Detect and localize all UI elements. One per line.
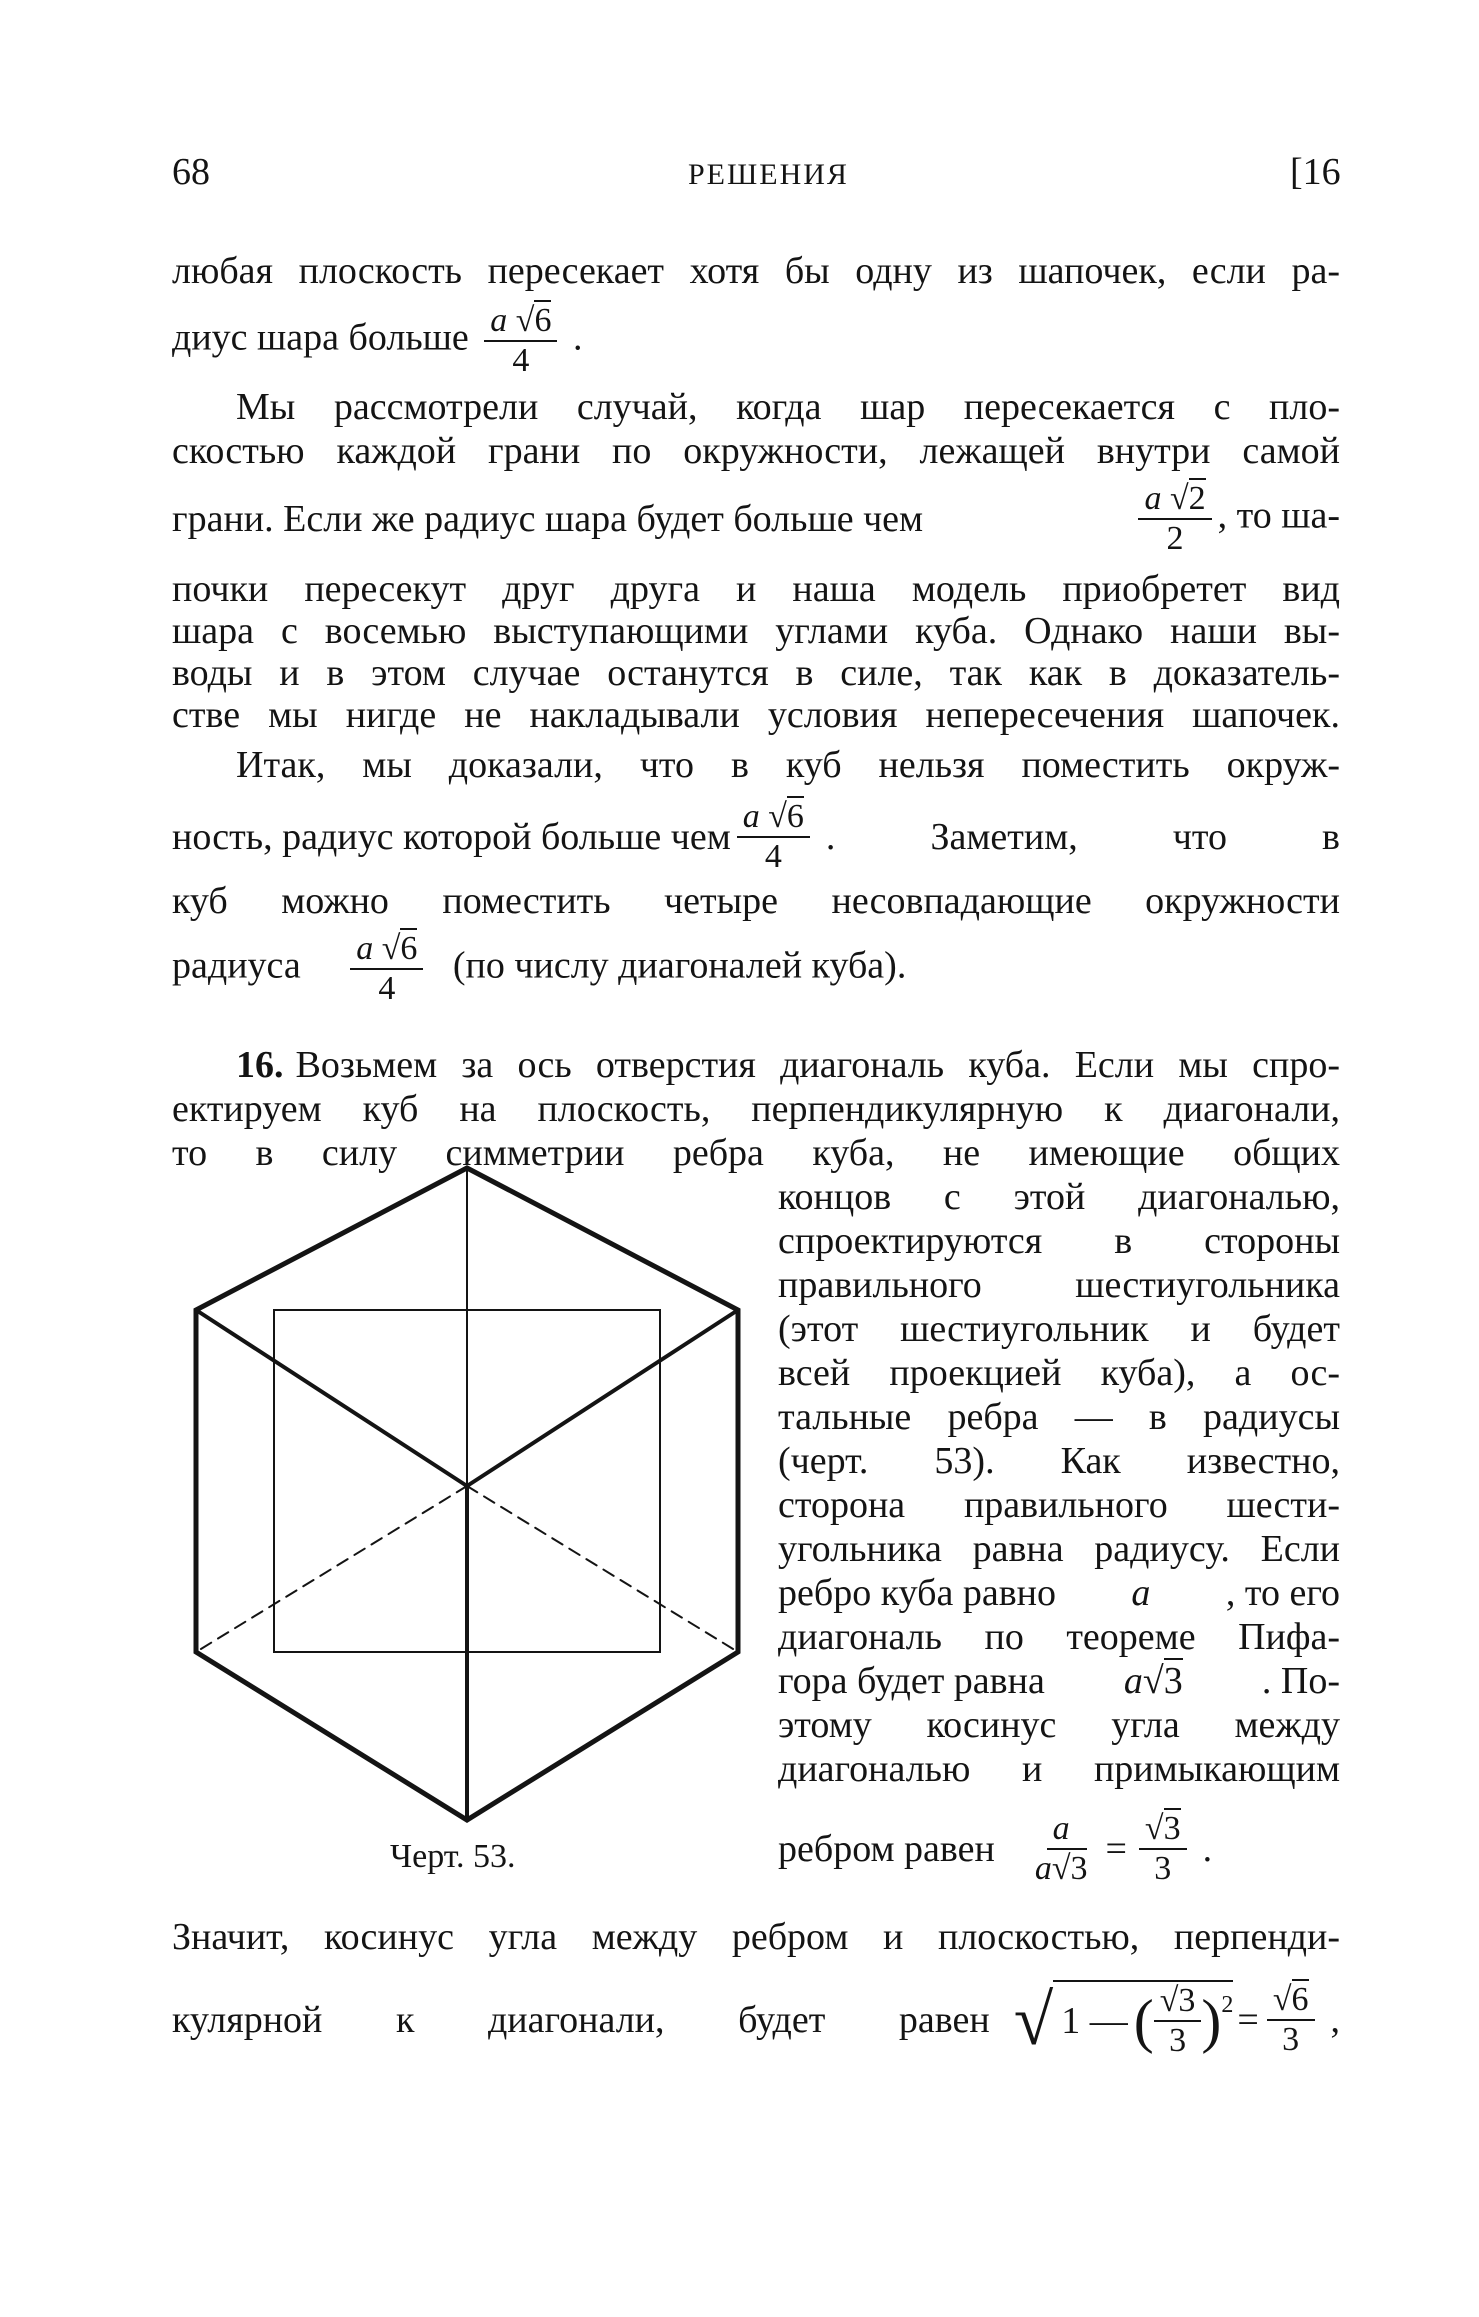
text-line: этому косинус угла между	[778, 1704, 1340, 1746]
text-line: угольника равна радиусу. Если	[778, 1528, 1340, 1570]
text-line: шара с восемью выступающими углами куба. Однако наши вы-	[172, 610, 1340, 652]
text-line: ребро куба равно a , то его	[778, 1572, 1340, 1614]
page-number: 68	[172, 151, 210, 193]
text-line: Значит, косинус угла между ребром и плоскостью, перпенди-	[172, 1916, 1340, 1958]
text-line: ектируем куб на плоскость, перпендикулярную к диагонали,	[172, 1088, 1340, 1130]
cube-projection-figure	[180, 1160, 760, 1840]
text-line: Итак, мы доказали, что в куб нельзя поместить окруж-	[236, 744, 1340, 786]
fraction-a-sqrt6-over-4: $\frac{a √6}{4}$	[737, 798, 810, 876]
text-line: тальные ребра — в радиусы	[778, 1396, 1340, 1438]
text-line: почки пересекут друг друга и наша модель приобретет вид	[172, 568, 1340, 610]
text-line: любая плоскость пересекает хотя бы одну из шапочек, если ра-	[172, 250, 1340, 292]
edge-center-upper-left	[196, 1310, 467, 1486]
text-line: грани. Если же радиус шара будет больше чем $\frac{a √2}{2}$ , то ша-	[172, 480, 1340, 557]
fraction-a-sqrt2-over-2: $\frac{a √2}{2}$	[1138, 480, 1211, 558]
text-line: всей проекцией куба), а ос-	[778, 1352, 1340, 1394]
text-line: (этот шестиугольник и будет	[778, 1308, 1340, 1350]
text-line: сторона правильного шести-	[778, 1484, 1340, 1526]
hidden-edge-lower-left	[196, 1486, 467, 1652]
text-line: ребром равен $\frac{a}{a√3}$ = $\frac{√3}{3}$ .	[778, 1810, 1213, 1887]
text-line: спроектируются в стороны	[778, 1220, 1340, 1262]
text-line: Мы рассмотрели случай, когда шар пересекается с пло-	[236, 386, 1340, 428]
text-line: радиуса $\frac{a √6}{4}$ (по числу диагоналей куба).	[172, 930, 907, 1007]
text-line: правильного шестиугольника	[778, 1264, 1340, 1306]
fraction-a-sqrt6-over-4: $\frac{a √6}{4}$	[484, 302, 557, 380]
text-line: ность, радиус которой больше чем $\frac{a √6}{4}$ . Заметим, что в	[172, 798, 1340, 875]
text-line: концов с этой диагональю,	[778, 1176, 1340, 1218]
fraction-sqrt3-over-3: $\frac{√3}{3}$	[1139, 1810, 1187, 1888]
text-line: 16. Возьмем за ось отверстия диагональ куба. Если мы спро-	[236, 1044, 1340, 1086]
text-line: гора будет равна a√3 . По-	[778, 1660, 1340, 1702]
fraction-a-over-a-sqrt3: $\frac{a}{a√3}$	[1034, 1810, 1088, 1887]
text-line: диус шара больше $\frac{a √6}{4}$ .	[172, 302, 583, 379]
formula-sqrt-expression: √ 1 — ( $\frac{√3}{3}$ ) $^2$ = $\frac{√6}{3}$ ,	[1013, 1980, 1340, 2060]
edge-center-upper-right	[467, 1310, 738, 1486]
text-line: (черт. 53). Как известно,	[778, 1440, 1340, 1482]
hidden-edge-lower-right	[467, 1486, 738, 1652]
text-line: то в силу симметрии ребра куба, не имеющие общих	[172, 1132, 1340, 1174]
text-line: кулярной к диагонали, будет равен √ 1 — ( $\frac{√3}{3}$ ) $^2$ = $\frac{√6}{3}$ ,	[172, 1980, 1340, 2060]
running-title: РЕШЕНИЯ	[688, 158, 849, 191]
text-line: диагональ по теореме Пифа-	[778, 1616, 1340, 1658]
section-number: [16	[1290, 151, 1341, 193]
text-line: скостью каждой грани по окружности, лежащей внутри самой	[172, 430, 1340, 472]
text-line: воды и в этом случае останутся в силе, так как в доказатель-	[172, 652, 1340, 694]
fraction-a-sqrt6-over-4: $\frac{a √6}{4}$	[350, 930, 423, 1008]
text-line: стве мы нигде не накладывали условия непересечения шапочек.	[172, 694, 1340, 736]
text-line: куб можно поместить четыре несовпадающие окружности	[172, 880, 1340, 922]
text-line: диагональю и примыкающим	[778, 1748, 1340, 1790]
figure-caption: Черт. 53.	[390, 1838, 516, 1875]
